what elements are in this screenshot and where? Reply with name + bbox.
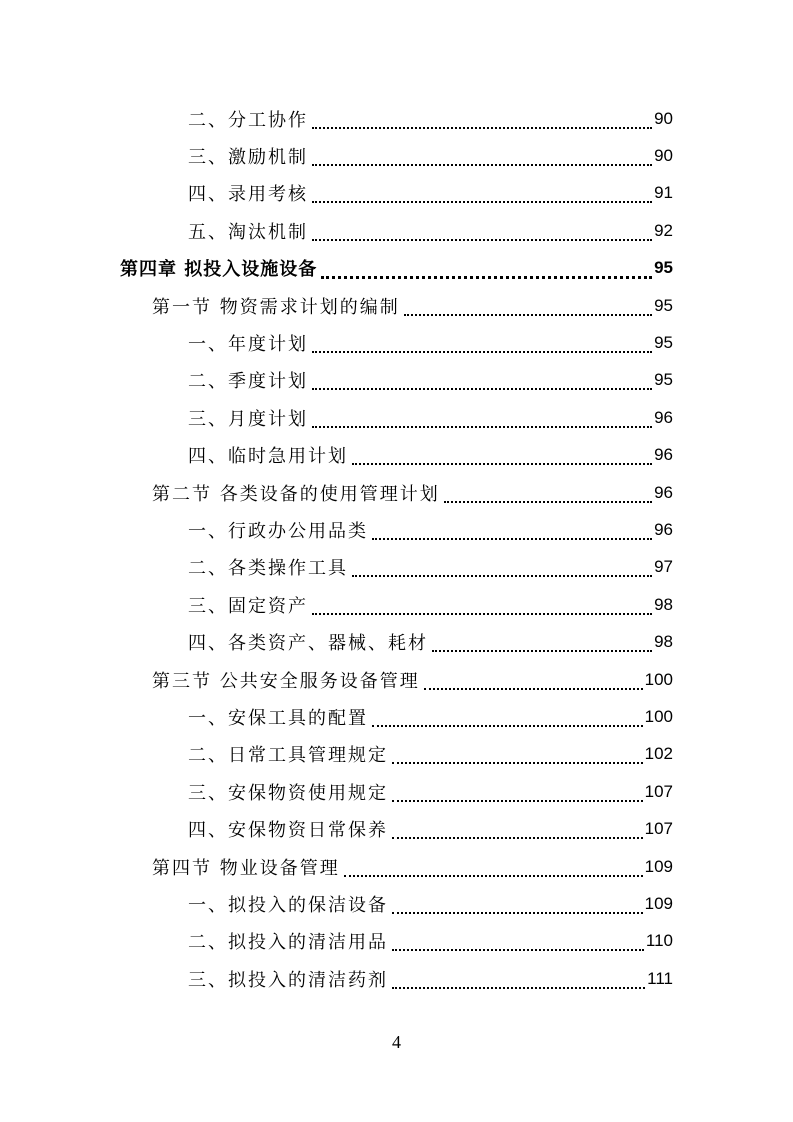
toc-entry[interactable] xyxy=(0,698,793,735)
toc-entry-title: 四、安保物资日常保养 xyxy=(188,820,388,842)
toc-dot-leader xyxy=(312,225,652,241)
toc-dot-leader xyxy=(352,561,652,577)
toc-entry-title: 二、分工协作 xyxy=(188,109,308,131)
toc-entry-page: 107 xyxy=(644,781,673,801)
toc-entry-title: 第四章 拟投入设施设备 xyxy=(120,259,318,281)
toc-entry-page: 96 xyxy=(654,407,673,427)
toc-entry-title: 三、拟投入的清洁药剂 xyxy=(188,969,388,991)
toc-entry-title: 第四节 物业设备管理 xyxy=(152,857,340,879)
toc-entry-title: 四、录用考核 xyxy=(188,184,308,206)
toc-entry[interactable] xyxy=(0,474,793,511)
toc-entry-title: 五、淘汰机制 xyxy=(188,221,308,243)
toc-dot-leader xyxy=(444,487,652,503)
toc-entry-title: 二、季度计划 xyxy=(188,371,308,393)
table-of-contents xyxy=(0,100,793,997)
page-number: 4 xyxy=(392,1032,401,1052)
toc-entry-page: 90 xyxy=(654,146,673,166)
toc-entry-page: 98 xyxy=(654,594,673,614)
toc-entry-page: 95 xyxy=(654,258,673,278)
toc-entry-page: 96 xyxy=(654,482,673,502)
toc-dot-leader xyxy=(344,861,643,877)
toc-entry-page: 91 xyxy=(654,183,673,203)
toc-entry-page: 107 xyxy=(644,819,673,839)
toc-entry-title: 一、拟投入的保洁设备 xyxy=(188,894,388,916)
toc-entry[interactable] xyxy=(0,923,793,960)
toc-entry-page: 97 xyxy=(654,557,673,577)
toc-entry-title: 三、安保物资使用规定 xyxy=(188,782,388,804)
toc-entry-page: 111 xyxy=(647,968,673,988)
toc-entry-title: 四、临时急用计划 xyxy=(188,446,348,468)
toc-entry[interactable] xyxy=(0,960,793,997)
toc-entry-page: 109 xyxy=(644,856,673,876)
toc-entry-page: 110 xyxy=(645,931,673,951)
toc-entry[interactable] xyxy=(0,511,793,548)
toc-entry-title: 二、各类操作工具 xyxy=(188,558,348,580)
toc-dot-leader xyxy=(392,748,643,764)
toc-entry-title: 二、拟投入的清洁用品 xyxy=(188,932,388,954)
toc-entry[interactable] xyxy=(0,623,793,660)
toc-entry-title: 第一节 物资需求计划的编制 xyxy=(152,296,400,318)
toc-dot-leader xyxy=(372,524,652,540)
toc-entry[interactable] xyxy=(0,399,793,436)
toc-dot-leader xyxy=(312,187,652,203)
toc-dot-leader xyxy=(312,150,652,166)
toc-entry-page: 96 xyxy=(654,445,673,465)
toc-entry-title: 三、激励机制 xyxy=(188,147,308,169)
toc-dot-leader xyxy=(404,300,652,316)
toc-entry[interactable] xyxy=(0,586,793,623)
toc-dot-leader xyxy=(424,674,643,690)
toc-entry[interactable] xyxy=(0,810,793,847)
toc-entry-title: 三、月度计划 xyxy=(188,408,308,430)
toc-entry-title: 一、行政办公用品类 xyxy=(188,520,368,542)
toc-entry-page: 98 xyxy=(654,632,673,652)
toc-entry[interactable] xyxy=(0,212,793,249)
toc-entry[interactable] xyxy=(0,773,793,810)
toc-dot-leader xyxy=(352,449,652,465)
toc-entry-page: 102 xyxy=(644,744,673,764)
toc-dot-leader xyxy=(312,599,652,615)
toc-dot-leader xyxy=(312,113,652,129)
toc-entry-title: 三、固定资产 xyxy=(188,595,308,617)
toc-entry[interactable] xyxy=(0,324,793,361)
toc-entry-title: 二、日常工具管理规定 xyxy=(188,745,388,767)
toc-dot-leader xyxy=(392,823,643,839)
toc-entry-page: 100 xyxy=(644,669,673,689)
toc-entry-title: 四、各类资产、器械、耗材 xyxy=(188,633,428,655)
toc-entry[interactable] xyxy=(0,549,793,586)
toc-entry[interactable] xyxy=(0,848,793,885)
toc-entry[interactable] xyxy=(0,661,793,698)
toc-dot-leader xyxy=(392,935,644,951)
toc-dot-leader xyxy=(312,412,652,428)
toc-entry-page: 92 xyxy=(654,220,673,240)
toc-entry-title: 第三节 公共安全服务设备管理 xyxy=(152,670,420,692)
toc-dot-leader xyxy=(312,337,652,353)
toc-dot-leader xyxy=(312,374,652,390)
toc-entry-page: 95 xyxy=(654,370,673,390)
toc-entry-page: 109 xyxy=(644,893,673,913)
toc-entry[interactable] xyxy=(0,362,793,399)
toc-entry[interactable] xyxy=(0,885,793,922)
toc-dot-leader xyxy=(432,636,652,652)
toc-entry[interactable] xyxy=(0,437,793,474)
toc-entry-title: 第二节 各类设备的使用管理计划 xyxy=(152,483,440,505)
toc-entry-title: 一、年度计划 xyxy=(188,334,308,356)
toc-dot-leader xyxy=(392,973,645,989)
toc-entry[interactable] xyxy=(0,100,793,137)
toc-entry-page: 95 xyxy=(654,295,673,315)
toc-entry[interactable] xyxy=(0,736,793,773)
toc-entry-page: 96 xyxy=(654,519,673,539)
toc-dot-leader xyxy=(392,898,643,914)
toc-entry-page: 95 xyxy=(654,333,673,353)
toc-entry[interactable] xyxy=(0,137,793,174)
toc-entry[interactable] xyxy=(0,175,793,212)
toc-entry[interactable] xyxy=(0,287,793,324)
toc-dot-leader xyxy=(321,262,652,279)
toc-entry[interactable] xyxy=(0,250,793,287)
toc-entry-page: 100 xyxy=(644,706,673,726)
toc-dot-leader xyxy=(372,711,643,727)
toc-entry-title: 一、安保工具的配置 xyxy=(188,707,368,729)
toc-dot-leader xyxy=(392,786,643,802)
toc-entry-page: 90 xyxy=(654,108,673,128)
